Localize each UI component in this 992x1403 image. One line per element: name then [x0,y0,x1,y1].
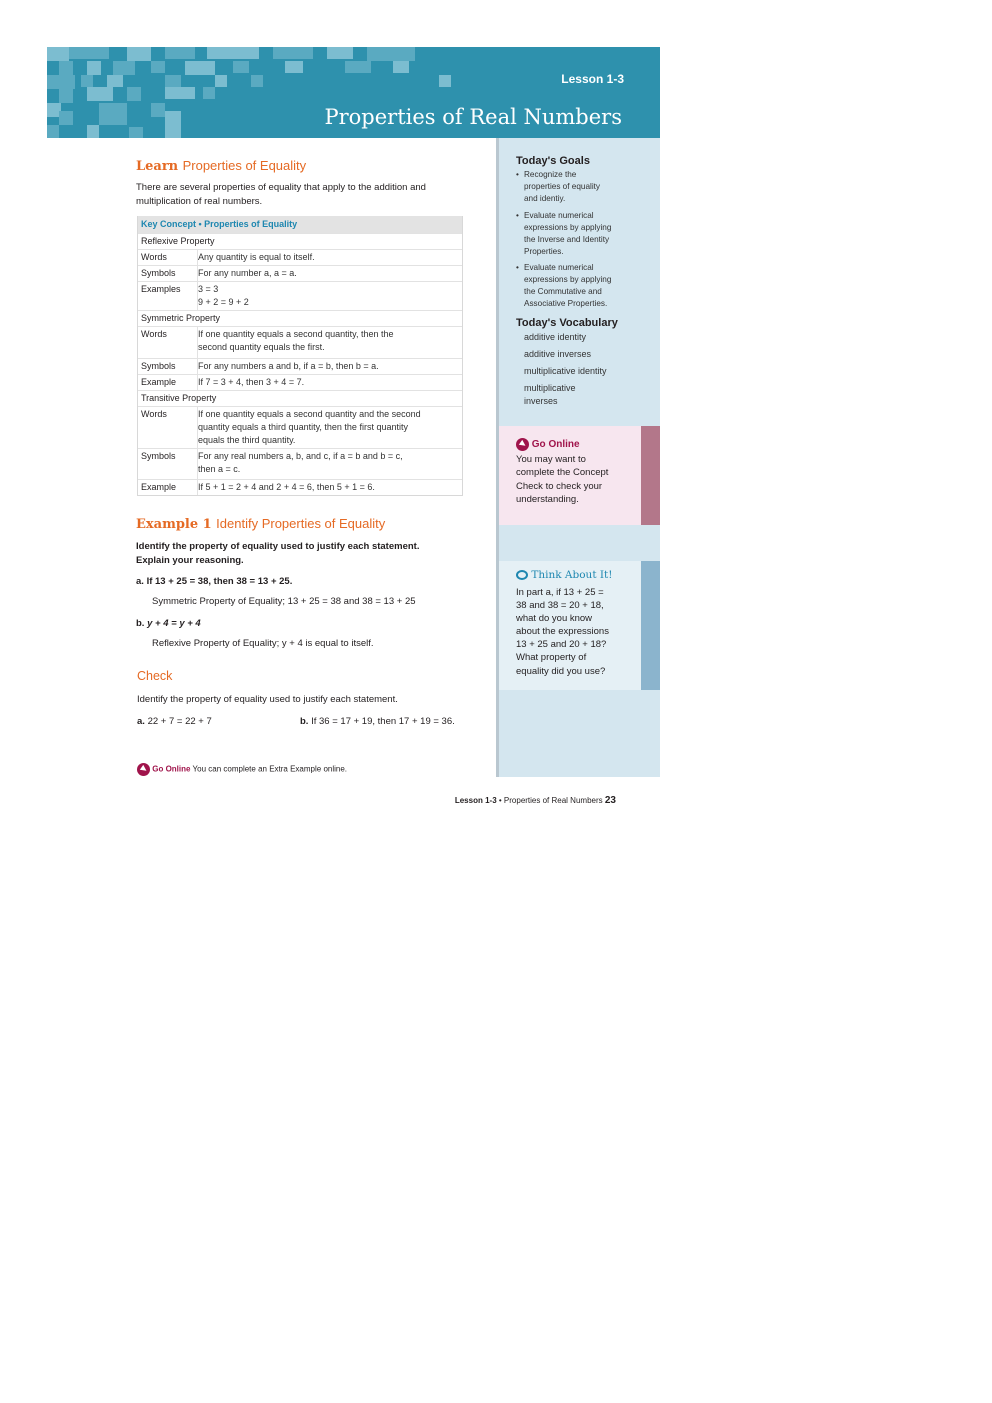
table-row: Symbols For any numbers a and b, if a = b, then b = a. [138,358,462,374]
vocab-item[interactable]: multiplicative inverses [524,383,576,406]
example1-instruction: Identify the property of equality used to justify each statement. Explain your reasoning. [136,541,420,566]
example1-part-b: b. y + 4 = y + 4 [136,618,201,629]
go-online-icon [137,763,150,776]
learn-intro: There are several properties of equality that apply to the addition and multiplication of real numbers. [136,182,426,207]
think-text: In part a, if 13 + 25 = 38 and 38 = 20 + 18, what do you know about the expressions 13 + 25 and 20 + 18? What property of equality did you use? [516,587,609,677]
example1-title: Identify Properties of Equality [216,516,386,531]
think-title: Think About It! [516,569,612,581]
vocab-item[interactable]: additive identity [524,332,587,342]
table-row: Examples 3 = 3 9 + 2 = 9 + 2 [138,281,462,310]
go-online-icon [516,438,529,451]
key-concept-table [137,216,463,496]
example1-heading [136,515,385,533]
goal-item: • Evaluate numerical expressions by applying the Commutative and Associative Properties. [516,263,612,308]
think-about-it-tab [641,561,660,690]
example1-answer-b: Reflexive Property of Equality; y + 4 is equal to itself. [152,638,374,649]
table-row: Example If 7 = 3 + 4, then 3 + 4 = 7. [138,374,462,390]
symmetric-property-title: Symmetric Property [138,310,462,326]
thought-bubble-icon [516,570,528,580]
page-number: 23 [604,795,616,806]
reflexive-property-title: Reflexive Property [138,233,462,249]
header-banner [47,47,660,138]
learn-heading [136,157,306,175]
example1-answer-a: Symmetric Property of Equality; 13 + 25 = 38 and 38 = 13 + 25 [152,596,416,607]
learn-title: Properties of Equality [182,158,307,173]
go-online-tab [641,426,660,525]
table-row: Words If one quantity equals a second quantity, then the second quantity equals the first. [138,326,462,358]
table-row: Words If one quantity equals a second quantity and the second quantity equals a third quantity, then the first quantity equals the third quantity. [138,406,462,448]
vocab-item[interactable]: multiplicative identity [524,366,607,376]
goal-item: • Evaluate numerical expressions by applying the Inverse and Identity Properties. [516,211,612,256]
go-online-text: You may want to complete the Concept Check to check your understanding. [516,454,609,505]
transitive-property-title: Transitive Property [138,390,462,406]
go-online-extra-example[interactable]: Go Online You can complete an Extra Example online. [137,763,347,776]
example1-label: Example 1 [136,517,212,532]
goals-title: Today's Goals [516,155,590,167]
table-row: Symbols For any real numbers a, b, and c, if a = b and b = c, then a = c. [138,448,462,479]
page-title: Properties of Real Numbers [324,105,622,129]
key-concept-heading: Key Concept • Properties of Equality [138,216,462,233]
page-footer: Lesson 1-3 • Properties of Real Numbers 23 [454,795,616,806]
check-title: Check [137,669,173,683]
learn-label: Learn [136,159,179,174]
goal-item: • Recognize the properties of equality and identiy. [516,170,601,203]
table-row: Symbols For any number a, a = a. [138,265,462,281]
check-part-a: a. 22 + 7 = 22 + 7 [137,716,212,727]
example1-part-a: a. If 13 + 25 = 38, then 38 = 13 + 25. [136,576,293,587]
vocab-title: Today's Vocabulary [516,317,618,329]
check-part-b: b. If 36 = 17 + 19, then 17 + 19 = 36. [300,716,455,727]
lesson-tag: Lesson 1-3 [561,72,624,86]
go-online-title: Go Online [516,438,580,451]
vocab-item[interactable]: additive inverses [524,349,592,359]
table-row: Example If 5 + 1 = 2 + 4 and 2 + 4 = 6, then 5 + 1 = 6. [138,479,462,495]
check-instruction: Identify the property of equality used to justify each statement. [137,694,398,705]
table-row: Words Any quantity is equal to itself. [138,249,462,265]
